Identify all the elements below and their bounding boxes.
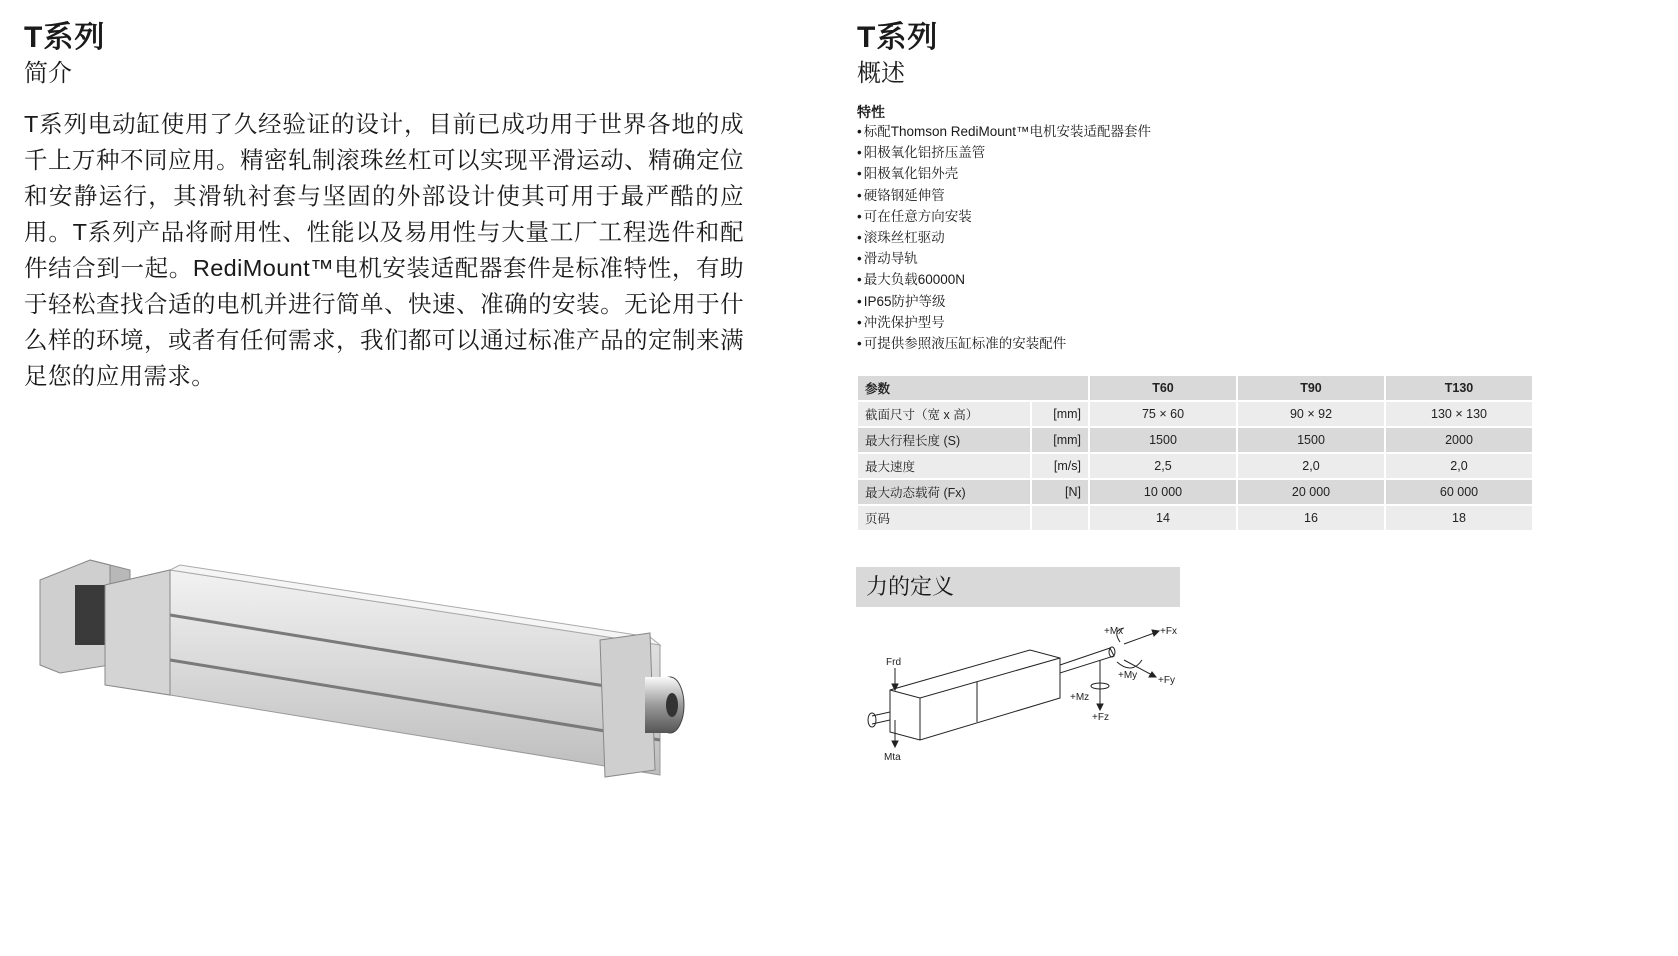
table-cell: 20 000	[1238, 480, 1384, 504]
feature-item: • 冲洗保护型号	[857, 312, 1151, 333]
table-cell: 最大速度	[858, 454, 1030, 478]
product-image	[30, 545, 710, 800]
table-row	[858, 454, 1532, 478]
table-cell-unit: [N]	[1032, 480, 1088, 504]
label-fx: +Fx	[1160, 626, 1177, 637]
spec-table	[856, 374, 1534, 532]
table-cell: 截面尺寸（宽 x 高）	[858, 402, 1030, 426]
table-row	[858, 402, 1532, 426]
table-cell: 2,0	[1238, 454, 1384, 478]
table-cell: 10 000	[1090, 480, 1236, 504]
table-cell-unit: [mm]	[1032, 402, 1088, 426]
label-fz: +Fz	[1092, 712, 1109, 723]
left-title: T系列	[24, 21, 106, 54]
feature-item: • 滑动导轨	[857, 248, 1151, 269]
label-mz: +Mz	[1070, 692, 1090, 703]
right-subtitle: 概述	[857, 60, 905, 87]
table-cell: 18	[1386, 506, 1532, 530]
right-title: T系列	[857, 21, 939, 54]
table-header-row	[858, 376, 1532, 400]
features-title: 特性	[857, 104, 885, 120]
feature-item: • 最大负载60000N	[857, 269, 1151, 290]
feature-item: • 滚珠丝杠驱动	[857, 227, 1151, 248]
feature-item: • 可提供参照液压缸标准的安装配件	[857, 333, 1151, 354]
table-cell: 1500	[1090, 428, 1236, 452]
table-cell: 2,5	[1090, 454, 1236, 478]
table-cell: 最大动态载荷 (Fx)	[858, 480, 1030, 504]
table-cell-unit: [mm]	[1032, 428, 1088, 452]
table-cell: 75 × 60	[1090, 402, 1236, 426]
table-row	[858, 428, 1532, 452]
features-list	[857, 121, 1151, 354]
table-cell: 90 × 92	[1238, 402, 1384, 426]
force-diagram	[862, 620, 1202, 785]
table-row	[858, 506, 1532, 530]
feature-item: • 标配Thomson RediMount™电机安装适配器套件	[857, 121, 1151, 142]
table-header-cell: 参数	[858, 376, 1088, 400]
table-cell: 130 × 130	[1386, 402, 1532, 426]
force-definition-title: 力的定义	[856, 567, 1180, 607]
label-fy: +Fy	[1158, 675, 1175, 686]
table-cell: 16	[1238, 506, 1384, 530]
table-cell: 60 000	[1386, 480, 1532, 504]
feature-item: • 可在任意方向安装	[857, 206, 1151, 227]
label-mta: Mta	[884, 752, 901, 763]
label-frd: Frd	[886, 657, 901, 668]
left-subtitle: 简介	[24, 60, 72, 87]
feature-item: • 阳极氧化铝外壳	[857, 163, 1151, 184]
table-cell: 2,0	[1386, 454, 1532, 478]
feature-item: • 硬铬钢延伸管	[857, 185, 1151, 206]
table-cell: 页码	[858, 506, 1030, 530]
table-cell-unit: [m/s]	[1032, 454, 1088, 478]
table-header-cell: T130	[1386, 376, 1532, 400]
table-cell-unit	[1032, 506, 1088, 530]
table-cell: 1500	[1238, 428, 1384, 452]
label-my: +My	[1118, 670, 1138, 681]
table-cell: 2000	[1386, 428, 1532, 452]
table-cell: 最大行程长度 (S)	[858, 428, 1030, 452]
intro-paragraph: T系列电动缸使用了久经验证的设计，目前已成功用于世界各地的成千上万种不同应用。精密轧制滚珠丝杠可以实现平滑运动、精确定位和安静运行，其滑轨衬套与坚固的外部设计使其可用于最严酷的应用。T系列产品将耐用性、性能以及易用性与大量工厂工程选件和配件结合到一起。RediMount™电机安装适配器套件是标准特性，有助于轻松查找合适的电机并进行简单、快速、准确的安装。无论用于什么样的环境，或者有任何需求，我们都可以通过标准产品的定制来满足您的应用需求。	[24, 111, 744, 389]
table-row	[858, 480, 1532, 504]
table-header-cell: T60	[1090, 376, 1236, 400]
feature-item: • IP65防护等级	[857, 291, 1151, 312]
table-header-cell: T90	[1238, 376, 1384, 400]
table-cell: 14	[1090, 506, 1236, 530]
feature-item: • 阳极氧化铝挤压盖管	[857, 142, 1151, 163]
label-mx: +Mx	[1104, 626, 1124, 637]
